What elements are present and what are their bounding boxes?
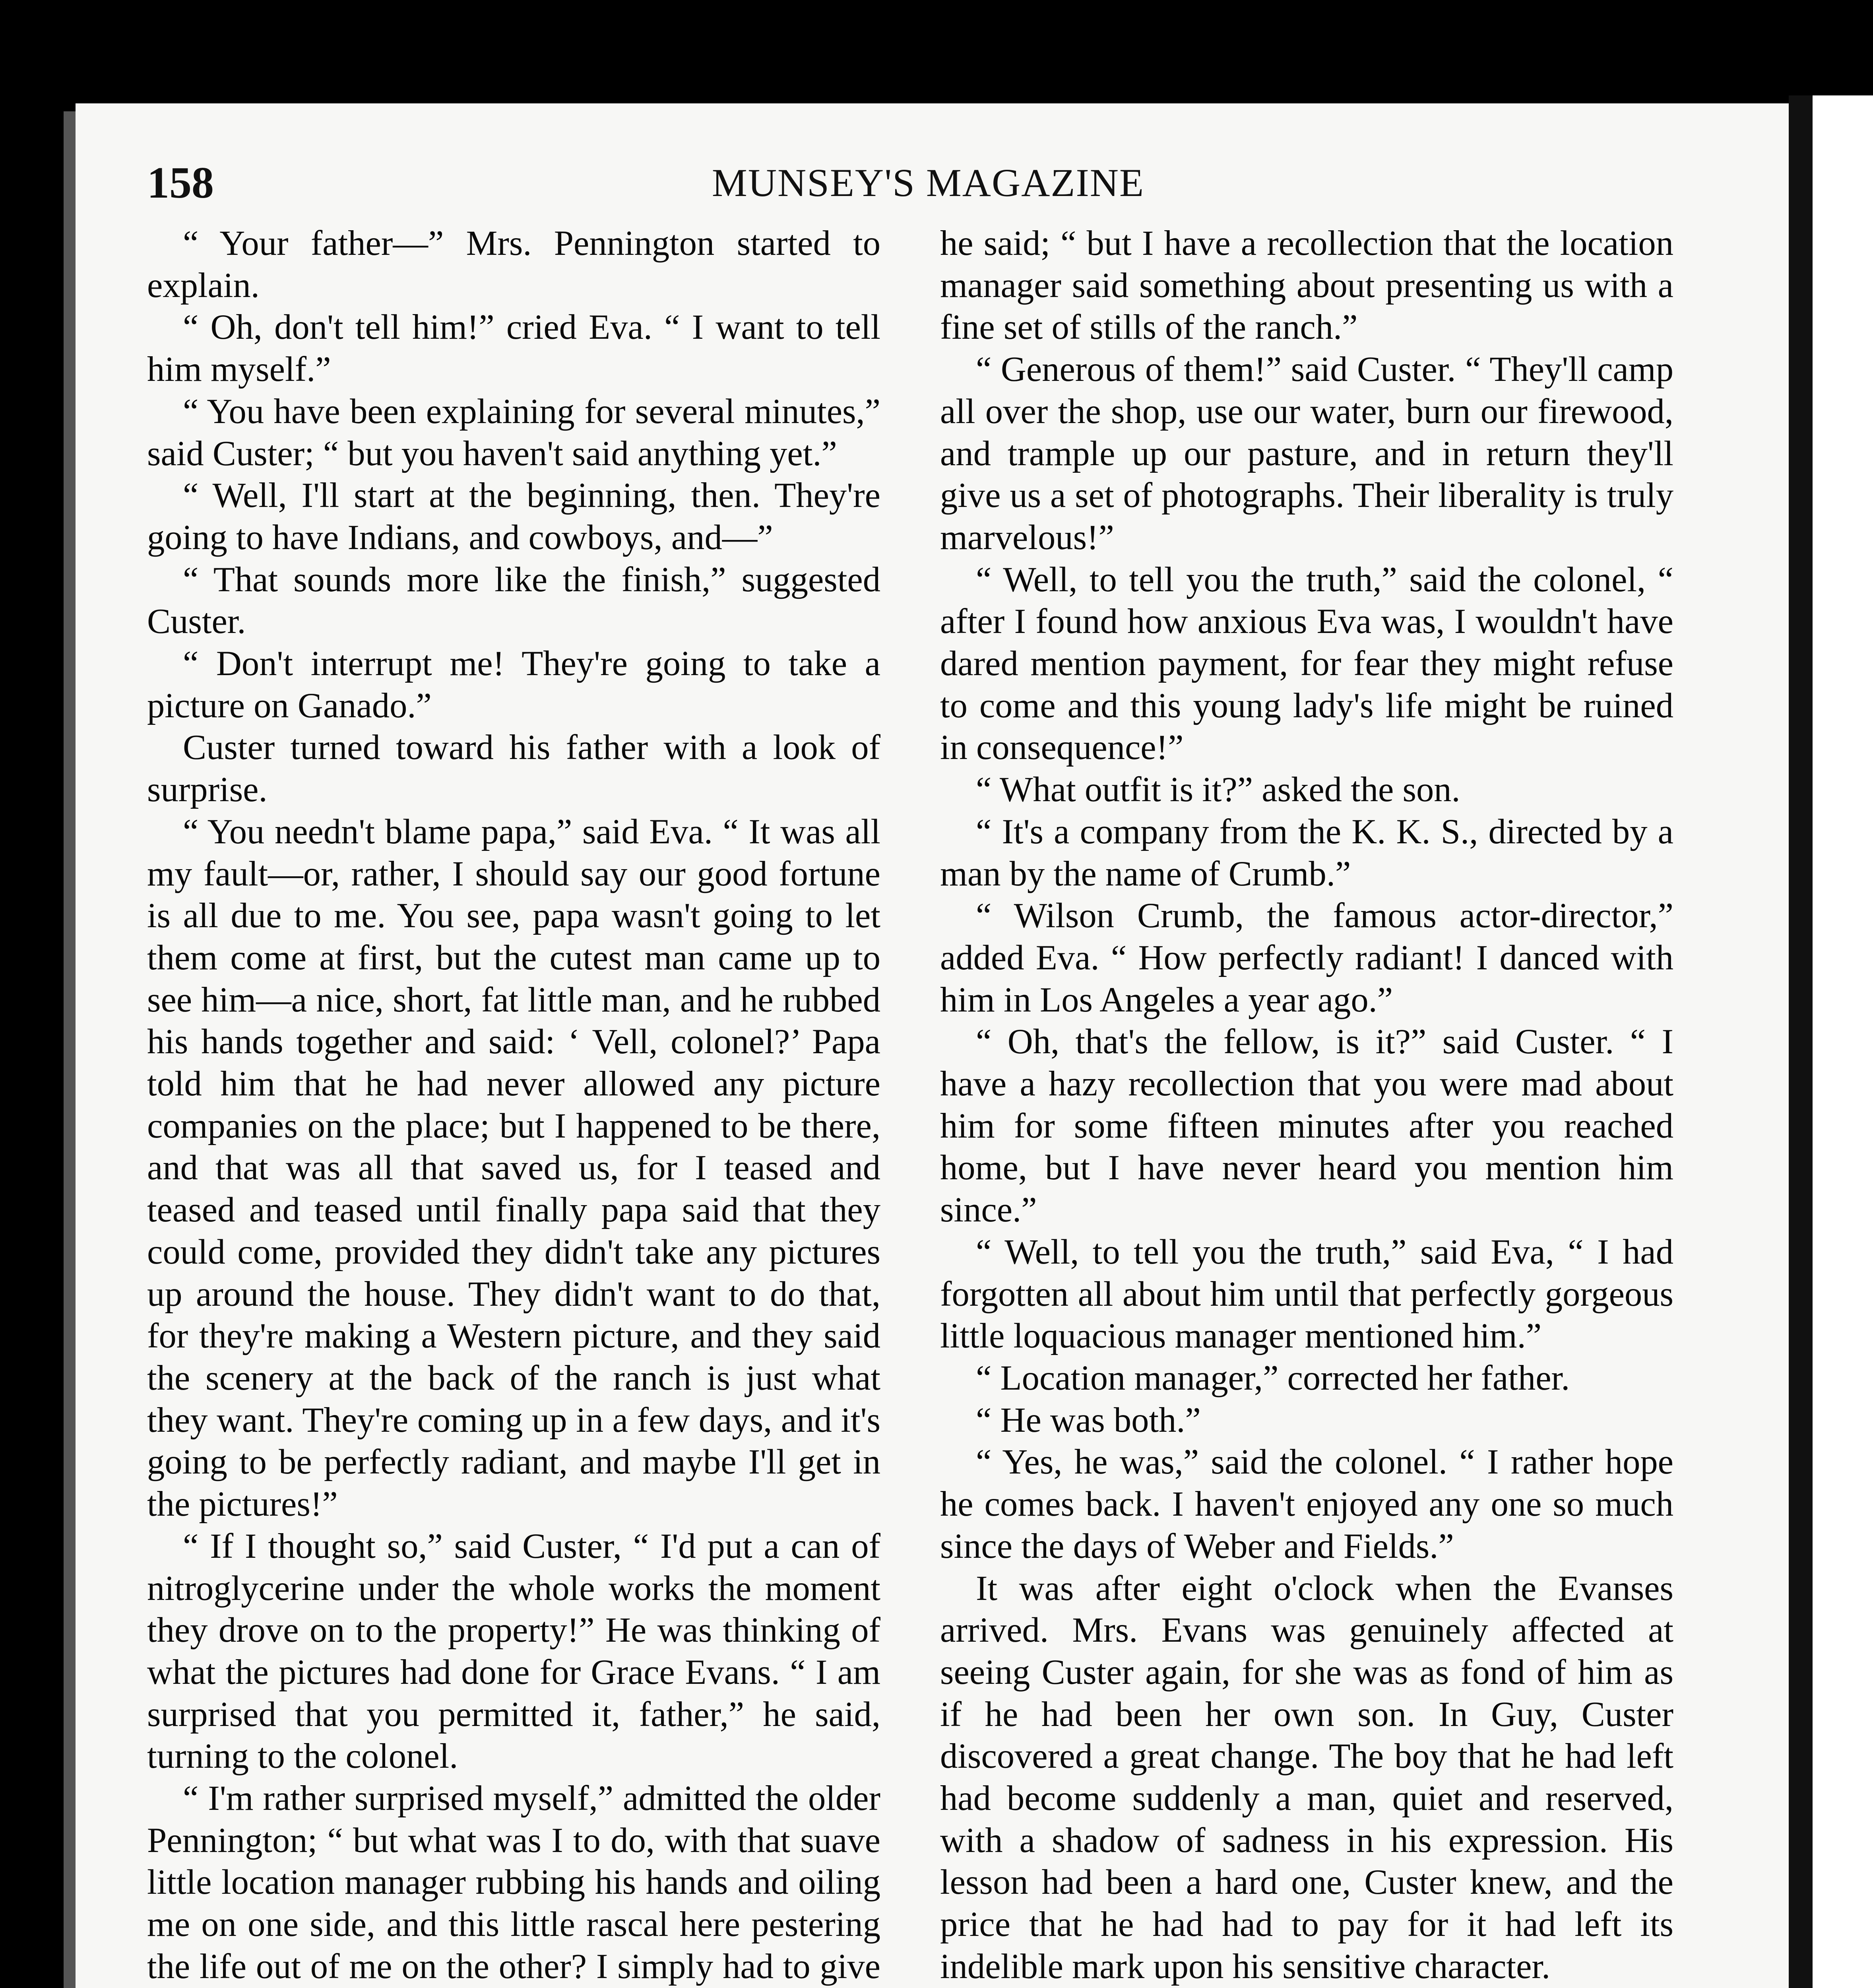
paragraph: “ Oh, that's the fellow, is it?” said Custer. “ I have a hazy recollection that you were mad about him for some fifteen minutes after you reached home, but I have never heard you mention him since.” [940,1022,1673,1230]
paragraph: “ Your father—” Mrs. Pennington started to explain. [147,224,880,305]
paragraph: It was after eight o'clock when the Evanses arrived. Mrs. Evans was genuinely affected at seeing Custer again, for she was as fond of him as if he had been her own son. In Guy, Custer discovered a great change. The boy that he had left had become suddenly a man, quiet and reserved, with a shadow of sadness in his expression. His lesson had been a hard one, Custer knew, and the price that he had had to pay for it had left its indelible mark upon his sensitive character. [940,1569,1673,1986]
paragraph: “ Don't interrupt me! They're going to take a picture on Ganado.” [147,644,880,725]
paragraph: Custer turned toward his father with a look of surprise. [147,728,880,810]
right-column [940,223,1673,1988]
paragraph: “ Location manager,” corrected her father. [976,1358,1570,1398]
continued-paragraph: he said; “ but I have a recollection that the location manager said something about presenting us with a fine set of stills of the ranch.” [940,224,1673,347]
page-header [147,151,1709,215]
paragraph: “ Generous of them!” said Custer. “ They'll camp all over the shop, use our water, burn our firewood, and trample up our pasture, and in return they'll give us a set of photographs. Their liberality is truly marvelous!” [940,350,1673,557]
paragraph: “ Well, to tell you the truth,” said the colonel, “ after I found how anxious Eva was, I wouldn't have dared mention payment, for fear they might refuse to come and this young lady's life might be ruined in consequence!” [940,560,1673,767]
paragraph: “ Yes, he was,” said the colonel. “ I rather hope he comes back. I haven't enjoyed any one so much since the days of Weber and Fields.” [940,1442,1673,1566]
paragraph: “ He was both.” [976,1400,1201,1440]
left-column [147,223,880,1988]
facing-page-edge [1789,95,1873,1988]
paragraph: “ It's a company from the K. K. S., directed by a man by the name of Crumb.” [940,812,1673,893]
paragraph: “ Wilson Crumb, the famous actor-director,” added Eva. “ How perfectly radiant! I danced with him in Los Angeles a year ago.” [940,896,1673,1019]
running-head: MUNSEY'S MAGAZINE [712,161,1145,205]
paragraph: “ Oh, don't tell him!” cried Eva. “ I want to tell him myself.” [147,308,880,389]
paragraph: “ I'm rather surprised myself,” admitted the older Pennington; “ but what was I to do, with that suave little location manager rubbing his hands and oiling me on one side, and this little rascal here pestering the life out of me on the other? I simply had to give [147,1779,880,1986]
paragraph: “ You needn't blame papa,” said Eva. “ It was all my fault—or, rather, I should say our good fortune is all due to me. You see, papa wasn't going to let them come at first, but the cutest man came up to see him—a nice, short, fat little man, and he rubbed his hands together and said: ‘ Vell, colonel?’ Papa told him that he had never allowed any picture companies on the place; but I happened to be there, and that was all that saved us, for I teased and teased and teased until finally papa said that they could come, provided they didn't take any pictures up around the house. They didn't want to do that, for they're making a Western picture, and they said the scenery at the back of the ranch is just what they want. They're coming up in a few days, and it's going to be perfectly radiant, and maybe I'll get in the pictures!” [147,812,880,1524]
paragraph: “ If I thought so,” said Custer, “ I'd put a can of nitroglycerine under the whole works the moment they drove on to the property!” He was thinking of what the pictures had done for Grace Evans. “ I am surprised that you permitted it, father,” he said, turning to the colonel. [147,1526,880,1776]
paragraph: “ Well, to tell you the truth,” said Eva, “ I had forgotten all about him until that perfectly gorgeous little loquacious manager mentioned him.” [940,1232,1673,1356]
page-number: 158 [147,158,214,208]
paragraph: “ That sounds more like the finish,” suggested Custer. [147,560,880,641]
paragraph: “ What outfit is it?” asked the son. [976,770,1460,810]
paragraph: “ You have been explaining for several minutes,” said Custer; “ but you haven't said anything yet.” [147,392,880,473]
paragraph: “ Well, I'll start at the beginning, then. They're going to have Indians, and cowboys, and—” [147,476,880,557]
